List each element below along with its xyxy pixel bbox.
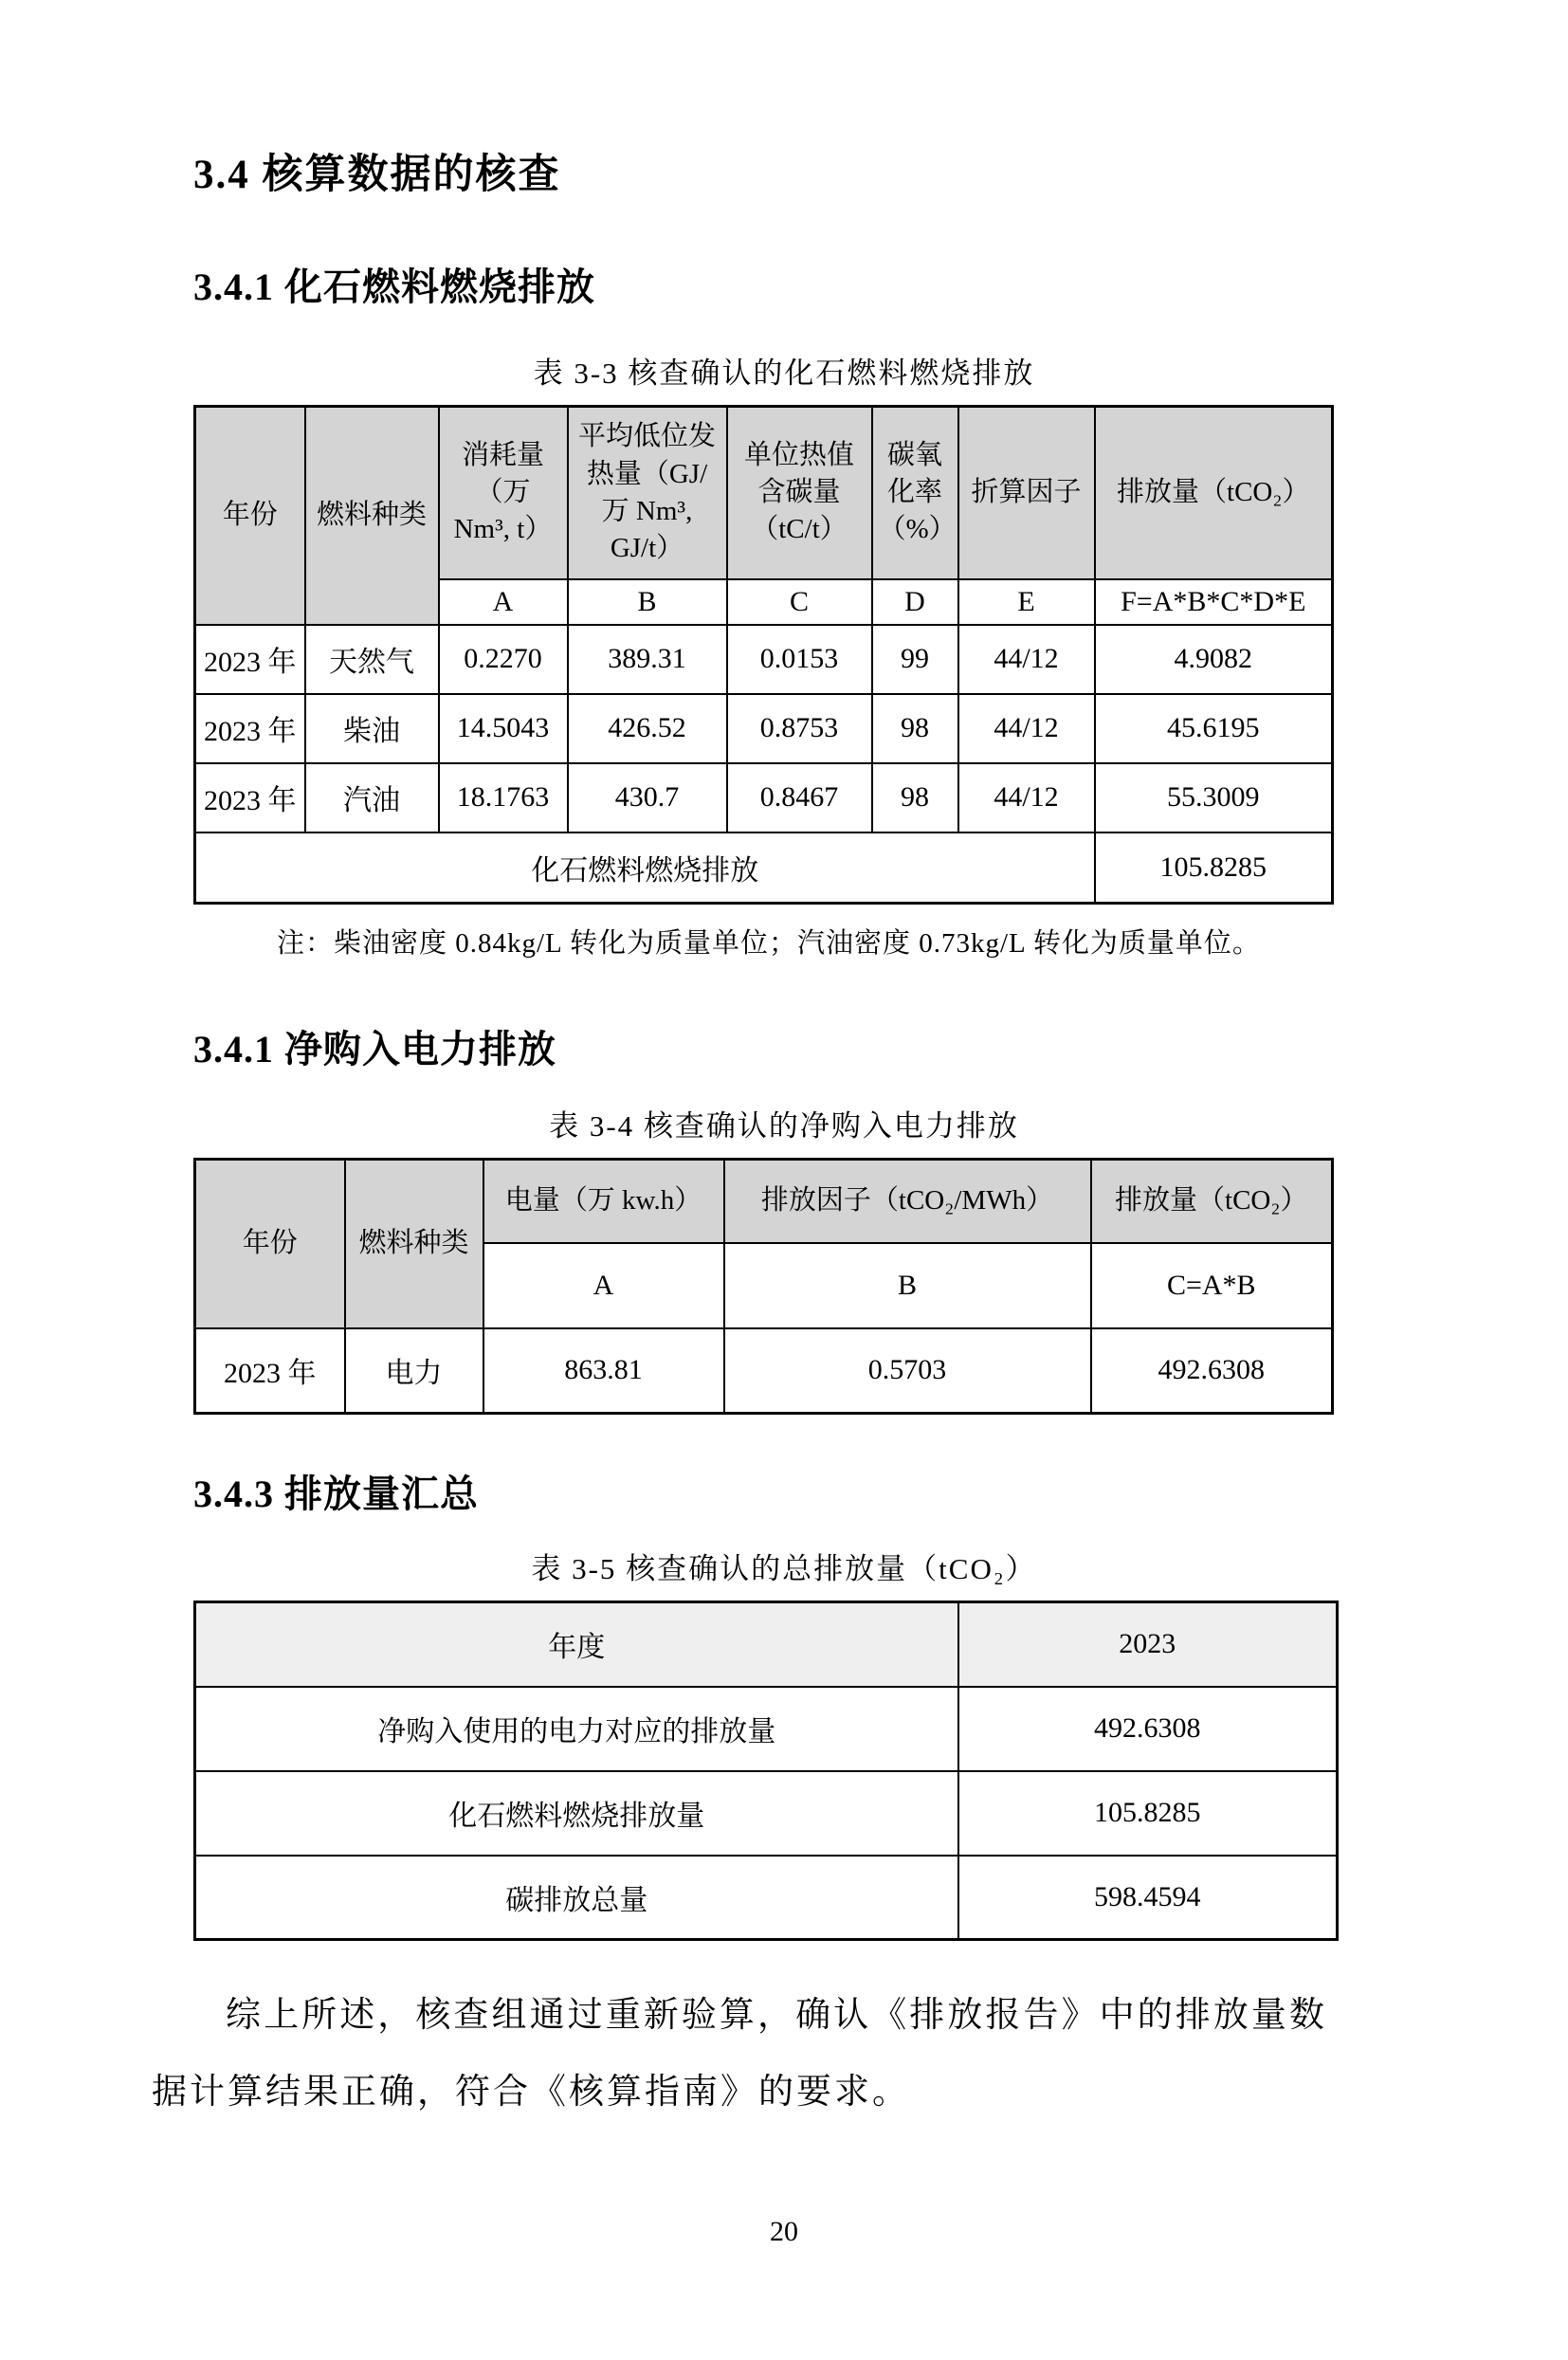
- table-cell: 汽油: [305, 763, 439, 832]
- column-header-fuel-type: 燃料种类: [345, 1160, 483, 1328]
- table-cell: 598.4594: [958, 1856, 1338, 1940]
- table-3-4-caption: 表 3-4 核查确认的净购入电力排放: [549, 1109, 1019, 1143]
- year-value-cell: 2023: [958, 1602, 1338, 1687]
- table-cell: 98: [872, 694, 958, 763]
- table-cell: 44/12: [958, 694, 1095, 763]
- total-label-cell: 化石燃料燃烧排放: [195, 832, 1095, 904]
- table-cell: 99: [872, 625, 958, 694]
- table-cell: 2023 年: [195, 625, 305, 694]
- column-header-conversion-factor: 折算因子: [958, 407, 1095, 579]
- page-number: 20: [770, 2216, 798, 2247]
- section-heading-electricity: 3.4.1 净购入电力排放: [193, 1028, 556, 1070]
- table-3-3-caption: 表 3-3 核查确认的化石燃料燃烧排放: [533, 357, 1035, 390]
- section-heading-3-4: 3.4 核算数据的核查: [193, 153, 561, 197]
- table-row: [195, 694, 1333, 763]
- table-row: [195, 1328, 1333, 1414]
- table-cell: 14.5043: [439, 694, 568, 763]
- table-cell: 柴油: [305, 694, 439, 763]
- fossil-fuel-emissions-table: [193, 405, 1334, 905]
- table-3-3-note: 注：柴油密度 0.84kg/L 转化为质量单位；汽油密度 0.73kg/L 转化为质量单位。: [277, 928, 1261, 959]
- table-cell: 2023 年: [195, 1328, 345, 1414]
- table-row: [195, 763, 1333, 832]
- table-row: [195, 1856, 1338, 1940]
- table-cell: 0.2270: [439, 625, 568, 694]
- purchased-electricity-table: [193, 1158, 1334, 1415]
- table-cell: 2023 年: [195, 694, 305, 763]
- table-cell: 2023 年: [195, 763, 305, 832]
- column-header-year: 年份: [195, 407, 305, 625]
- section-heading-summary: 3.4.3 排放量汇总: [193, 1473, 479, 1515]
- column-header-oxidation-rate: 碳氧化率（%）: [872, 407, 958, 579]
- formula-cell: B: [568, 579, 727, 625]
- table-cell: 98: [872, 763, 958, 832]
- table-cell: 492.6308: [958, 1687, 1338, 1771]
- table-cell: 18.1763: [439, 763, 568, 832]
- table-cell: 492.6308: [1091, 1328, 1333, 1414]
- table-cell: 863.81: [483, 1328, 724, 1414]
- row-label-year: 年度: [195, 1602, 958, 1687]
- table-cell: 45.6195: [1095, 694, 1333, 763]
- table-cell: 105.8285: [958, 1771, 1338, 1856]
- table-cell: 电力: [345, 1328, 483, 1414]
- table-row: [195, 625, 1333, 694]
- table-cell: 4.9082: [1095, 625, 1333, 694]
- row-label-total-emissions: 碳排放总量: [195, 1856, 958, 1940]
- formula-cell: D: [872, 579, 958, 625]
- table-3-5-caption: 表 3-5 核查确认的总排放量（tCO₂）: [531, 1552, 1037, 1585]
- table-row: [195, 1771, 1338, 1856]
- row-label-electricity-emissions: 净购入使用的电力对应的排放量: [195, 1687, 958, 1771]
- column-header-carbon-content: 单位热值含碳量（tC/t）: [727, 407, 872, 579]
- total-row: [195, 832, 1333, 904]
- table-cell: 天然气: [305, 625, 439, 694]
- column-header-emissions: 排放量（tCO₂）: [1091, 1160, 1333, 1243]
- table-cell: 0.8467: [727, 763, 872, 832]
- total-value-cell: 105.8285: [1095, 832, 1333, 904]
- section-heading-fossil-fuel: 3.4.1 化石燃料燃烧排放: [193, 265, 595, 308]
- column-header-emissions: 排放量（tCO₂）: [1095, 407, 1333, 579]
- column-header-calorific-value: 平均低位发热量（GJ/万 Nm³, GJ/t）: [568, 407, 727, 579]
- table-header-row: [195, 407, 1333, 579]
- table-cell: 55.3009: [1095, 763, 1333, 832]
- table-cell: 0.0153: [727, 625, 872, 694]
- formula-cell: A: [483, 1243, 724, 1328]
- table-cell: 44/12: [958, 763, 1095, 832]
- row-label-fossil-fuel-emissions: 化石燃料燃烧排放量: [195, 1771, 958, 1856]
- document-page: [0, 142, 1568, 2360]
- formula-cell: A: [439, 579, 568, 625]
- total-emissions-table: [193, 1601, 1339, 1941]
- table-header-row: [195, 1160, 1333, 1243]
- formula-cell: B: [724, 1243, 1091, 1328]
- table-cell: 0.8753: [727, 694, 872, 763]
- formula-cell: C: [727, 579, 872, 625]
- column-header-fuel-type: 燃料种类: [305, 407, 439, 625]
- column-header-consumption: 消耗量（万 Nm³, t）: [439, 407, 568, 579]
- formula-cell: E: [958, 579, 1095, 625]
- table-cell: 430.7: [568, 763, 727, 832]
- table-cell: 44/12: [958, 625, 1095, 694]
- table-header-row: [195, 1602, 1338, 1687]
- column-header-emission-factor: 排放因子（tCO₂/MWh）: [724, 1160, 1091, 1243]
- table-cell: 389.31: [568, 625, 727, 694]
- column-header-electricity: 电量（万 kw.h）: [483, 1160, 724, 1243]
- formula-cell: C=A*B: [1091, 1243, 1333, 1328]
- column-header-year: 年份: [195, 1160, 345, 1328]
- closing-paragraph: 综上所述，核查组通过重新验算，确认《排放报告》中的排放量数据计算结果正确，符合《核算指南》的要求。: [152, 1996, 1327, 2113]
- table-cell: 426.52: [568, 694, 727, 763]
- formula-cell: F=A*B*C*D*E: [1095, 579, 1333, 625]
- table-row: [195, 1687, 1338, 1771]
- table-cell: 0.5703: [724, 1328, 1091, 1414]
